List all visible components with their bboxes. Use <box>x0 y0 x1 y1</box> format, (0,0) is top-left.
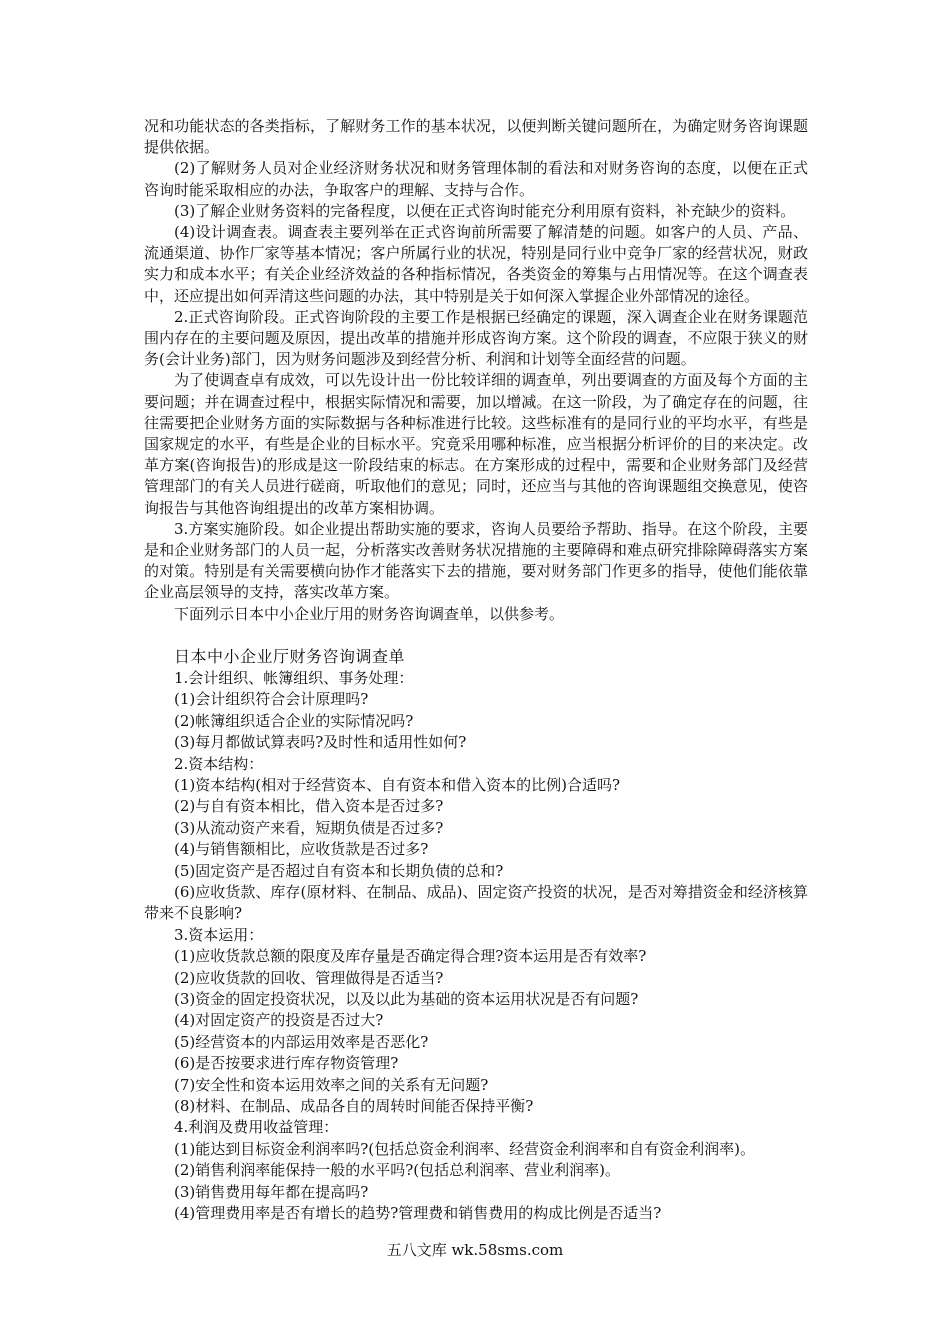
paragraph: (4)设计调查表。调查表主要列举在正式咨询前所需要了解清楚的问题。如客户的人员、产品、流通渠道、协作厂家等基本情况；客户所属行业的状况，特别是同行业中竞争厂家的经营状况，财政实力和成本水平；有关企业经济效益的各种指标情况，各类资金的筹集与占用情况等。在这个调查表中，还应提出如何弄清这些问题的办法，其中特别是关于如何深入掌握企业外部情况的途径。 <box>144 223 808 305</box>
survey-item: (2)销售利润率能保持一般的水平吗?(包括总利润率、营业利润率)。 <box>174 1161 620 1180</box>
paragraph: 下面列示日本中小企业厅用的财务咨询调查单，以供参考。 <box>174 604 565 623</box>
paragraph: (3)了解企业财务资料的完备程度，以便在正式咨询时能充分利用原有资料，补充缺少的资料。 <box>174 201 796 220</box>
survey-items <box>144 668 808 1225</box>
paragraph: 2.正式咨询阶段。正式咨询阶段的主要工作是根据已经确定的课题，深入调查企业在财务课题范围内存在的主要问题及原因，提出改革的措施并形成咨询方案。这个阶段的调查，不应限于狭义的财务(会计业务)部门，因为财务问题涉及到经营分析、利润和计划等全面经营的问题。 <box>144 307 808 369</box>
survey-item: (2)帐簿组织适合企业的实际情况吗? <box>174 711 414 730</box>
survey-item: 1.会计组织、帐簿组织、事务处理： <box>174 668 414 687</box>
survey-item: (5)经营资本的内部运用效率是否恶化? <box>174 1032 429 1051</box>
survey-item: 3.资本运用： <box>174 925 264 944</box>
paragraph: 况和功能状态的各类指标，了解财务工作的基本状况，以便判断关键问题所在，为确定财务咨询课题提供依据。 <box>144 117 808 157</box>
survey-item: (4)与销售额相比，应收货款是否过多? <box>174 840 429 859</box>
survey-item: (8)材料、在制品、成品各自的周转时间能否保持平衡? <box>174 1097 534 1115</box>
survey-item: (4)对固定资产的投资是否过大? <box>174 1011 384 1030</box>
paragraph: 为了使调查卓有成效，可以先设计出一份比较详细的调查单，列出要调查的方面及每个方面的主要问题；并在调查过程中，根据实际情况和需要，加以增减。在这一阶段，为了确定存在的问题，往往需要把企业财务方面的实际数据与各种标准进行比较。这些标准有的是同行业的平均水平，有些是国家规定的水平，有些是企业的目标水平。究竟采用哪种标准，应当根据分析评价的目的来决定。改革方案(咨询报告)的形成是这一阶段结束的标志。在方案形成的过程中，需要和企业财务部门及经营管理部门的有关人员进行磋商，听取他们的意见；同时，还应当与其他的咨询课题组交换意见，使咨询报告与其他咨询组提出的改革方案相协调。 <box>144 371 808 517</box>
body-paragraphs <box>144 116 808 625</box>
survey-item: 4.利润及费用收益管理： <box>174 1118 339 1137</box>
survey-item: (1)会计组织符合会计原理吗? <box>174 690 369 709</box>
section-spacer <box>144 625 808 646</box>
survey-item: 2.资本结构： <box>174 754 264 773</box>
survey-item: (1)应收货款总额的限度及库存量是否确定得合理?资本运用是否有效率? <box>174 947 647 966</box>
survey-item: (2)与自有资本相比，借入资本是否过多? <box>174 797 444 816</box>
paragraph: (2)了解财务人员对企业经济财务状况和财务管理体制的看法和对财务咨询的态度，以便在正式咨询时能采取相应的办法，争取客户的理解、支持与合作。 <box>144 159 808 199</box>
survey-item: (6)应收货款、库存(原材料、在制品、成品)、固定资产投资的状况，是否对筹措资金和经济核算带来不良影响? <box>144 882 808 923</box>
survey-item: (3)从流动资产来看，短期负债是否过多? <box>174 818 444 837</box>
document-body <box>144 116 808 1224</box>
survey-item: (6)是否按要求进行库存物资管理? <box>174 1054 399 1073</box>
survey-item: (4)管理费用率是否有增长的趋势?管理费和销售费用的构成比例是否适当? <box>174 1204 662 1223</box>
survey-item: (3)销售费用每年都在提高吗? <box>174 1182 369 1201</box>
survey-title: 日本中小企业厅财务咨询调查单 <box>174 646 406 666</box>
survey-item: (2)应收货款的回收、管理做得是否适当? <box>174 968 444 987</box>
survey-item: (1)资本结构(相对于经营资本、自有资本和借入资本的比例)合适吗? <box>174 775 620 794</box>
survey-item: (3)资金的固定投资状况，以及以此为基础的资本运用状况是否有问题? <box>174 989 639 1008</box>
survey-item: (5)固定资产是否超过自有资本和长期负债的总和? <box>174 861 504 880</box>
paragraph: 3.方案实施阶段。如企业提出帮助实施的要求，咨询人员要给予帮助、指导。在这个阶段，主要是和企业财务部门的人员一起，分析落实改善财务状况措施的主要障碍和难点研究排除障碍落实方案的对策。特别是有关需要横向协作才能落实下去的措施，要对财务部门作更多的指导，使他们能依靠企业高层领导的支持，落实改革方案。 <box>144 519 808 602</box>
survey-item: (7)安全性和资本运用效率之间的关系有无问题? <box>174 1075 489 1094</box>
survey-item: (3)每月都做试算表吗?及时性和适用性如何? <box>174 733 467 752</box>
survey-section <box>144 646 808 1225</box>
survey-item: (1)能达到目标资金利润率吗?(包括总资金利润率、经营资金利润率和自有资金利润率)。 <box>174 1139 755 1158</box>
footer-watermark: 五八文库 wk.58sms.com <box>386 1241 564 1259</box>
